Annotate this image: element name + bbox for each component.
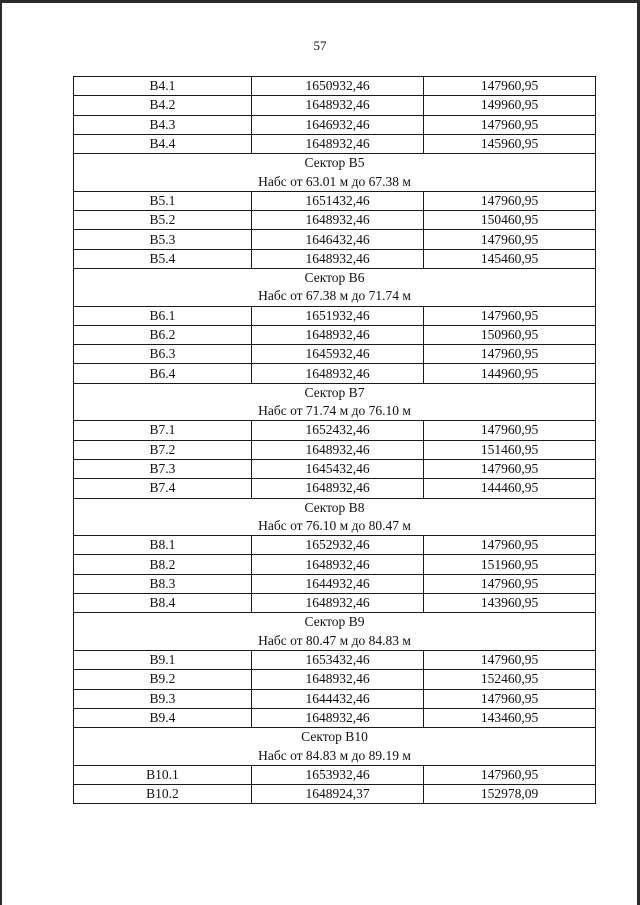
coordinate-x-cell: 1646932,46: [252, 115, 424, 134]
table-row: [74, 325, 596, 344]
sector-title-row: [74, 728, 596, 747]
sector-altitude-range: Набс от 71.74 м до 76.10 м: [74, 402, 596, 421]
table-row: [74, 134, 596, 153]
scan-edge-left: [0, 0, 2, 905]
point-id-cell: В6.3: [74, 345, 252, 364]
scan-edge-top: [0, 0, 640, 3]
coordinate-y-cell: 152978,09: [424, 784, 596, 803]
sector-title-row: [74, 613, 596, 632]
table-row: [74, 364, 596, 383]
sector-title-row: [74, 383, 596, 402]
sector-altitude-range: Набс от 76.10 м до 80.47 м: [74, 517, 596, 536]
sector-altitude-range: Набс от 67.38 м до 71.74 м: [74, 287, 596, 306]
table-row: [74, 77, 596, 96]
coordinate-x-cell: 1652932,46: [252, 536, 424, 555]
point-id-cell: В6.1: [74, 306, 252, 325]
coordinate-x-cell: 1653932,46: [252, 765, 424, 784]
point-id-cell: В7.3: [74, 459, 252, 478]
point-id-cell: В7.4: [74, 479, 252, 498]
coordinate-y-cell: 147960,95: [424, 689, 596, 708]
coordinate-y-cell: 144960,95: [424, 364, 596, 383]
coordinate-y-cell: 152460,95: [424, 670, 596, 689]
table-row: [74, 191, 596, 210]
table-row: [74, 115, 596, 134]
coordinates-table: [73, 76, 596, 804]
sector-altitude-range: Набс от 63.01 м до 67.38 м: [74, 172, 596, 191]
sector-title: Сектор В9: [74, 613, 596, 632]
table-row: [74, 574, 596, 593]
coordinate-x-cell: 1648932,46: [252, 325, 424, 344]
coordinate-y-cell: 147960,95: [424, 230, 596, 249]
sector-altitude-range-row: [74, 746, 596, 765]
sector-title-row: [74, 154, 596, 173]
point-id-cell: В6.4: [74, 364, 252, 383]
point-id-cell: В6.2: [74, 325, 252, 344]
point-id-cell: В8.2: [74, 555, 252, 574]
point-id-cell: В8.1: [74, 536, 252, 555]
point-id-cell: В4.3: [74, 115, 252, 134]
coordinate-y-cell: 147960,95: [424, 77, 596, 96]
coordinate-x-cell: 1648932,46: [252, 479, 424, 498]
coordinate-y-cell: 145960,95: [424, 134, 596, 153]
table-row: [74, 708, 596, 727]
point-id-cell: В8.3: [74, 574, 252, 593]
coordinate-y-cell: 149960,95: [424, 96, 596, 115]
sector-title-row: [74, 498, 596, 517]
table-row: [74, 536, 596, 555]
point-id-cell: В10.2: [74, 784, 252, 803]
sector-altitude-range-row: [74, 632, 596, 651]
table-row: [74, 96, 596, 115]
point-id-cell: В9.1: [74, 650, 252, 669]
table-row: [74, 555, 596, 574]
sector-title: Сектор В6: [74, 268, 596, 287]
coordinate-x-cell: 1648932,46: [252, 670, 424, 689]
coordinate-y-cell: 144460,95: [424, 479, 596, 498]
table-row: [74, 784, 596, 803]
coordinate-y-cell: 143460,95: [424, 708, 596, 727]
coordinate-y-cell: 151960,95: [424, 555, 596, 574]
coordinate-y-cell: 147960,95: [424, 191, 596, 210]
coordinate-x-cell: 1648932,46: [252, 96, 424, 115]
coordinate-x-cell: 1648932,46: [252, 708, 424, 727]
coordinate-x-cell: 1644432,46: [252, 689, 424, 708]
table-row: [74, 211, 596, 230]
sector-title: Сектор В7: [74, 383, 596, 402]
table-row: [74, 689, 596, 708]
sector-altitude-range-row: [74, 517, 596, 536]
sector-altitude-range-row: [74, 402, 596, 421]
coordinate-x-cell: 1651432,46: [252, 191, 424, 210]
coordinate-y-cell: 143960,95: [424, 594, 596, 613]
table-row: [74, 421, 596, 440]
coordinate-x-cell: 1645432,46: [252, 459, 424, 478]
sector-altitude-range: Набс от 84.83 м до 89.19 м: [74, 746, 596, 765]
table-row: [74, 440, 596, 459]
table-row: [74, 249, 596, 268]
coordinate-x-cell: 1653432,46: [252, 650, 424, 669]
point-id-cell: В4.2: [74, 96, 252, 115]
coordinate-y-cell: 147960,95: [424, 574, 596, 593]
coordinate-x-cell: 1645932,46: [252, 345, 424, 364]
sector-altitude-range-row: [74, 172, 596, 191]
coordinate-x-cell: 1648932,46: [252, 211, 424, 230]
sector-title: Сектор В5: [74, 154, 596, 173]
coordinate-x-cell: 1650932,46: [252, 77, 424, 96]
point-id-cell: В7.1: [74, 421, 252, 440]
coordinate-x-cell: 1648932,46: [252, 134, 424, 153]
table-row: [74, 459, 596, 478]
coordinate-x-cell: 1648932,46: [252, 440, 424, 459]
coordinate-y-cell: 147960,95: [424, 459, 596, 478]
point-id-cell: В4.4: [74, 134, 252, 153]
point-id-cell: В8.4: [74, 594, 252, 613]
sector-title: Сектор В8: [74, 498, 596, 517]
table-row: [74, 650, 596, 669]
coordinate-y-cell: 147960,95: [424, 345, 596, 364]
table-row: [74, 345, 596, 364]
coordinate-x-cell: 1648924,37: [252, 784, 424, 803]
coordinate-y-cell: 147960,95: [424, 306, 596, 325]
coordinate-y-cell: 147960,95: [424, 765, 596, 784]
point-id-cell: В4.1: [74, 77, 252, 96]
coordinate-x-cell: 1646432,46: [252, 230, 424, 249]
coordinates-table-body: [74, 77, 596, 804]
coordinate-y-cell: 147960,95: [424, 115, 596, 134]
table-row: [74, 765, 596, 784]
point-id-cell: В10.1: [74, 765, 252, 784]
table-row: [74, 594, 596, 613]
sector-altitude-range-row: [74, 287, 596, 306]
sector-altitude-range: Набс от 80.47 м до 84.83 м: [74, 632, 596, 651]
table-row: [74, 670, 596, 689]
table-row: [74, 306, 596, 325]
page-number: 57: [313, 38, 327, 53]
coordinate-y-cell: 145460,95: [424, 249, 596, 268]
sector-title-row: [74, 268, 596, 287]
coordinate-x-cell: 1644932,46: [252, 574, 424, 593]
table-row: [74, 479, 596, 498]
coordinate-x-cell: 1651932,46: [252, 306, 424, 325]
coordinate-y-cell: 150960,95: [424, 325, 596, 344]
point-id-cell: В9.4: [74, 708, 252, 727]
coordinate-y-cell: 147960,95: [424, 536, 596, 555]
point-id-cell: В5.3: [74, 230, 252, 249]
point-id-cell: В5.1: [74, 191, 252, 210]
coordinate-y-cell: 147960,95: [424, 650, 596, 669]
coordinate-x-cell: 1652432,46: [252, 421, 424, 440]
point-id-cell: В5.4: [74, 249, 252, 268]
coordinate-x-cell: 1648932,46: [252, 249, 424, 268]
coordinate-x-cell: 1648932,46: [252, 555, 424, 574]
point-id-cell: В9.3: [74, 689, 252, 708]
sector-title: Сектор В10: [74, 728, 596, 747]
coordinate-y-cell: 147960,95: [424, 421, 596, 440]
coordinate-y-cell: 151460,95: [424, 440, 596, 459]
table-row: [74, 230, 596, 249]
point-id-cell: В7.2: [74, 440, 252, 459]
coordinate-x-cell: 1648932,46: [252, 594, 424, 613]
coordinate-x-cell: 1648932,46: [252, 364, 424, 383]
point-id-cell: В9.2: [74, 670, 252, 689]
coordinate-y-cell: 150460,95: [424, 211, 596, 230]
point-id-cell: В5.2: [74, 211, 252, 230]
